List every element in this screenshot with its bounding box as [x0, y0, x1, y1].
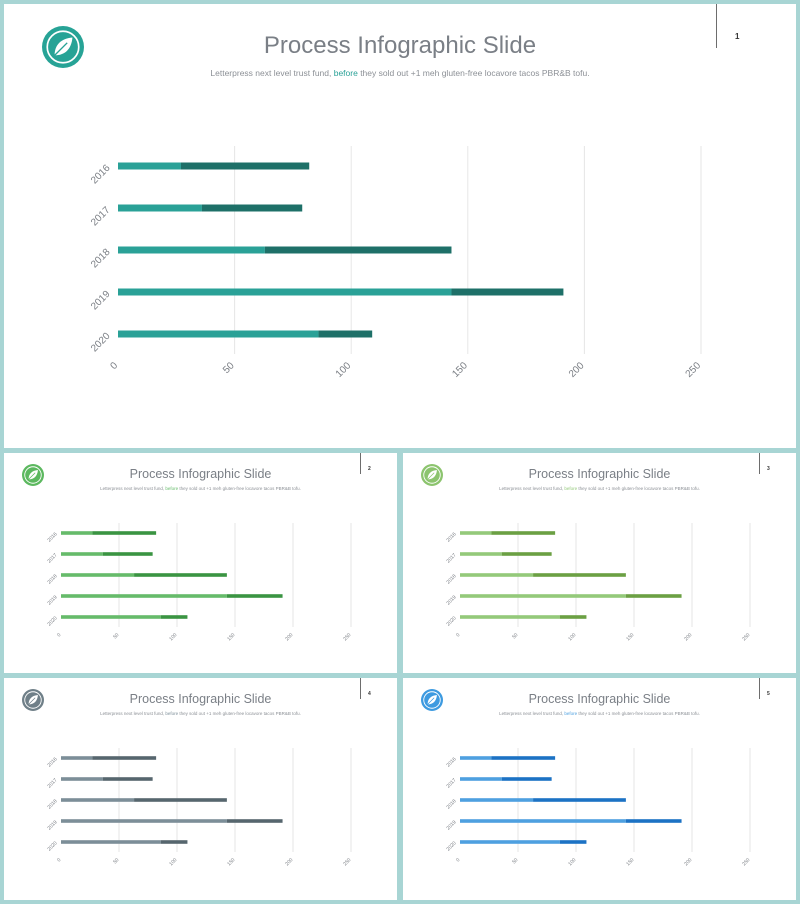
bar-2020-segment-1: [61, 840, 161, 844]
category-label: 2020: [89, 330, 113, 355]
x-tick-label: 0: [108, 360, 121, 373]
subtitle-text: they sold out +1 meh gluten-free locavore tacos PBR&B tofu.: [178, 486, 301, 491]
x-tick-label: 200: [683, 632, 694, 643]
subtitle-highlight: before: [333, 68, 358, 78]
x-tick-label: 200: [284, 632, 295, 643]
bar-2020-segment-2: [161, 840, 188, 844]
x-tick-label: 200: [566, 360, 587, 380]
bar-2020-segment-1: [460, 840, 560, 844]
bar-2016-segment-2: [181, 163, 309, 170]
x-tick-label: 150: [625, 857, 636, 868]
bar-2020-segment-2: [319, 331, 373, 338]
bar-2020-segment-2: [560, 840, 587, 844]
category-label: 2019: [445, 594, 458, 607]
category-label: 2018: [46, 573, 59, 586]
bar-2017-segment-1: [118, 205, 202, 212]
bar-2016-segment-1: [460, 756, 491, 760]
bar-2016-segment-2: [92, 756, 156, 760]
category-label: 2016: [89, 162, 113, 187]
bar-chart: [4, 453, 397, 673]
bar-2016-segment-1: [118, 163, 181, 170]
category-label: 2016: [46, 756, 59, 769]
x-tick-label: 100: [567, 632, 578, 643]
category-label: 2018: [46, 798, 59, 811]
bar-2019-segment-2: [626, 819, 682, 823]
bar-2018-segment-2: [533, 573, 626, 577]
bar-2017-segment-2: [502, 777, 552, 781]
slide-1[interactable]: [4, 4, 796, 448]
category-label: 2016: [445, 531, 458, 544]
bar-2017-segment-1: [460, 552, 502, 556]
category-label: 2017: [445, 777, 458, 790]
x-tick-label: 50: [112, 632, 121, 641]
slide-title: Process Infographic Slide: [528, 467, 671, 481]
slide-2[interactable]: [4, 453, 397, 673]
x-tick-label: 0: [455, 857, 462, 864]
category-label: 2020: [445, 840, 458, 853]
bar-2017-segment-1: [61, 777, 103, 781]
x-tick-label: 250: [683, 360, 704, 380]
category-label: 2016: [46, 531, 59, 544]
bar-2018-segment-1: [460, 573, 533, 577]
bar-2019-segment-2: [451, 289, 563, 296]
bar-2016-segment-2: [92, 531, 156, 535]
category-label: 2018: [89, 246, 113, 271]
bar-2019-segment-2: [227, 594, 283, 598]
category-label: 2020: [46, 840, 59, 853]
x-tick-label: 100: [567, 857, 578, 868]
slide-number: 4: [368, 691, 371, 697]
subtitle-text: Letterpress next level trust fund,: [210, 68, 334, 78]
category-label: 2017: [46, 777, 59, 790]
subtitle-text: they sold out +1 meh gluten-free locavore tacos PBR&B tofu.: [577, 486, 700, 491]
x-tick-label: 0: [56, 857, 63, 864]
category-label: 2018: [445, 798, 458, 811]
category-label: 2017: [89, 204, 113, 229]
bar-2020-segment-1: [118, 331, 319, 338]
x-tick-label: 100: [168, 632, 179, 643]
subtitle-text: Letterpress next level trust fund,: [100, 486, 166, 491]
slide-title: Process Infographic Slide: [129, 467, 272, 481]
bar-2020-segment-2: [161, 615, 188, 619]
bar-2016-segment-1: [460, 531, 491, 535]
slide-title: Process Infographic Slide: [263, 32, 537, 59]
bar-2018-segment-2: [265, 247, 452, 254]
slide-title: Process Infographic Slide: [129, 692, 272, 706]
bar-2018-segment-1: [61, 798, 134, 802]
x-tick-label: 100: [168, 857, 179, 868]
x-tick-label: 0: [56, 632, 63, 639]
category-label: 2020: [445, 615, 458, 628]
x-tick-label: 200: [284, 857, 295, 868]
bar-2019-segment-2: [626, 594, 682, 598]
x-tick-label: 150: [226, 632, 237, 643]
bar-2018-segment-2: [134, 573, 227, 577]
slide-number: 1: [735, 32, 740, 41]
bar-2017-segment-2: [202, 205, 302, 212]
bar-2019-segment-1: [61, 819, 227, 823]
bar-2019-segment-1: [61, 594, 227, 598]
bar-2017-segment-2: [103, 777, 153, 781]
subtitle-text: they sold out +1 meh gluten-free locavore tacos PBR&B tofu.: [577, 711, 700, 716]
bar-2019-segment-1: [460, 819, 626, 823]
x-tick-label: 250: [342, 857, 353, 868]
bar-2019-segment-1: [460, 594, 626, 598]
x-tick-label: 150: [625, 632, 636, 643]
slide-3[interactable]: [403, 453, 796, 673]
slide-number: 3: [767, 466, 770, 472]
slide-number: 5: [767, 691, 770, 697]
bar-2018-segment-1: [460, 798, 533, 802]
bar-chart: [403, 678, 796, 900]
bar-2016-segment-1: [61, 756, 92, 760]
bar-2020-segment-1: [460, 615, 560, 619]
x-tick-label: 50: [112, 857, 121, 866]
x-tick-label: 150: [450, 360, 470, 380]
x-tick-label: 50: [511, 857, 520, 866]
subtitle-highlight: before: [564, 486, 578, 491]
subtitle-highlight: before: [165, 486, 179, 491]
slide-title: Process Infographic Slide: [528, 692, 671, 706]
category-label: 2019: [46, 594, 59, 607]
bar-2019-segment-1: [118, 289, 451, 296]
x-tick-label: 250: [741, 857, 752, 868]
category-label: 2020: [46, 615, 59, 628]
x-tick-label: 250: [342, 632, 353, 643]
bar-2018-segment-1: [61, 573, 134, 577]
subtitle-text: they sold out +1 meh gluten-free locavore tacos PBR&B tofu.: [178, 711, 301, 716]
x-tick-label: 200: [683, 857, 694, 868]
slide-number: 2: [368, 466, 371, 472]
x-tick-label: 250: [741, 632, 752, 643]
x-tick-label: 150: [226, 857, 237, 868]
bar-2018-segment-2: [533, 798, 626, 802]
bar-chart: [4, 678, 397, 900]
category-label: 2019: [46, 819, 59, 832]
bar-2016-segment-2: [491, 531, 555, 535]
bar-2017-segment-2: [103, 552, 153, 556]
bar-2020-segment-1: [61, 615, 161, 619]
slide-5[interactable]: [403, 678, 796, 900]
category-label: 2017: [445, 552, 458, 565]
category-label: 2019: [89, 288, 113, 313]
bar-2017-segment-1: [61, 552, 103, 556]
bar-chart: [4, 4, 796, 448]
bar-2017-segment-2: [502, 552, 552, 556]
bar-2016-segment-2: [491, 756, 555, 760]
category-label: 2018: [445, 573, 458, 586]
subtitle-text: Letterpress next level trust fund,: [100, 711, 166, 716]
bar-2020-segment-2: [560, 615, 587, 619]
x-tick-label: 50: [511, 632, 520, 641]
category-label: 2016: [445, 756, 458, 769]
bar-2016-segment-1: [61, 531, 92, 535]
x-tick-label: 50: [221, 360, 237, 376]
subtitle-text: they sold out +1 meh gluten-free locavore tacos PBR&B tofu.: [357, 68, 590, 78]
bar-2018-segment-2: [134, 798, 227, 802]
subtitle-text: Letterpress next level trust fund,: [499, 711, 565, 716]
x-tick-label: 0: [455, 632, 462, 639]
x-tick-label: 100: [333, 360, 354, 380]
bar-2018-segment-1: [118, 247, 265, 254]
slide-4[interactable]: [4, 678, 397, 900]
subtitle-text: Letterpress next level trust fund,: [499, 486, 565, 491]
bar-2019-segment-2: [227, 819, 283, 823]
subtitle-highlight: before: [165, 711, 179, 716]
bar-chart: [403, 453, 796, 673]
category-label: 2017: [46, 552, 59, 565]
bar-2017-segment-1: [460, 777, 502, 781]
subtitle-highlight: before: [564, 711, 578, 716]
category-label: 2019: [445, 819, 458, 832]
